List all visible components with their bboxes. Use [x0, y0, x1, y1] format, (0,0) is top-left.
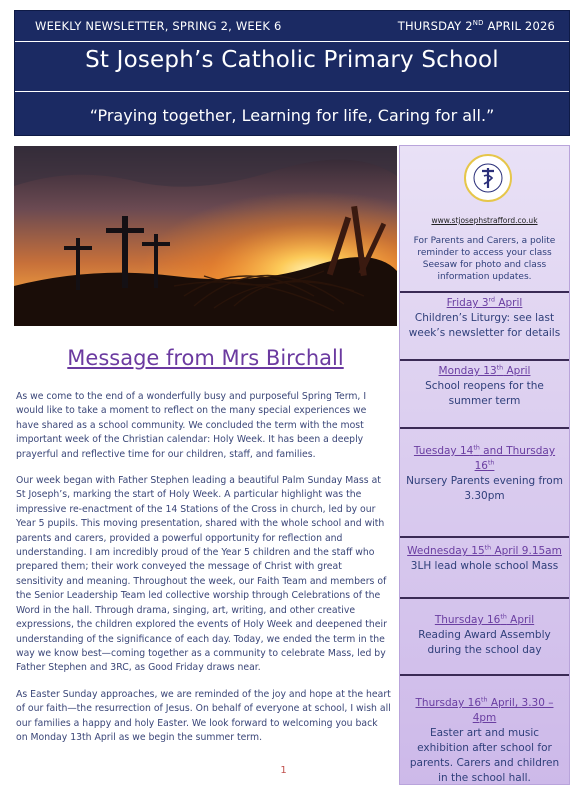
header-divider-2 [15, 91, 569, 92]
event-description: Easter art and music exhibition after school for parents. Carers and children in the school hall. [409, 727, 560, 784]
events-sidebar [399, 145, 570, 785]
school-crest-icon [464, 154, 512, 202]
event-date: Wednesday 15th April 9.15am [407, 544, 562, 557]
easter-crosses-photo [14, 146, 397, 326]
event-description: Nursery Parents evening from 3.30pm [406, 475, 563, 502]
parents-note: For Parents and Carers, a polite reminder to access your class Seesaw for photo and class information updates. [413, 236, 556, 282]
event-date: Monday 13th April [438, 364, 531, 377]
message-paragraph: Our week began with Father Stephen leading a beautiful Palm Sunday Mass at St Joseph’s, marking the start of Holy Week. A particular highlight was the impressive re-enactment of the 14 Stations of the Cross in church, led by our Year 5 pupils. This moving presentation, shared with the whole school and with parents and carers, provided a powerful opportunity for reflection and understanding. I am incredibly proud of the Year 5 children and the staff who prepared them; their work conveyed the message of Christ with great sensitivity and meaning. Throughout the week, our Faith Team and members of the Senior Leadership Team led collective worship through Celebrations of the Word in the hall. Through drama, singing, art, writing, and other creative expressions, the children explored the events of Holy Week and deepened their understanding of the significance of each day. Today, we ended the term in the way we know best—coming together as a community to celebrate Mass, led by Father Stephen and 3RC, as Good Friday draws near. [16, 475, 387, 674]
newsletter-label: WEEKLY NEWSLETTER, SPRING 2, WEEK 6 [35, 19, 282, 33]
message-paragraph: As Easter Sunday approaches, we are reminded of the joy and hope at the heart of our faith—the resurrection of Jesus. On behalf of everyone at school, I wish all our families a happy and holy Easter. We look forward to welcoming you back on Monday 13th April as we begin the summer term. [16, 688, 391, 743]
event-divider [400, 291, 569, 293]
header-top-row [35, 19, 555, 33]
message-paragraph: As we come to the end of a wonderfully busy and purposeful Spring Term, I would like to take a moment to reflect on the many special experiences we have shared as a school community. We concluded the term with the most important week of the Christian calendar: Holy Week. It has been a deeply prayerful and reflective time for our children, staff, and families. [16, 391, 367, 460]
page-number: 1 [280, 765, 287, 776]
event-item [406, 364, 563, 409]
event-description: 3LH lead whole school Mass [410, 560, 559, 572]
sunset-crosses-image [14, 146, 397, 326]
newsletter-header [14, 10, 570, 136]
event-description: School reopens for the summer term [425, 380, 544, 407]
newsletter-date: THURSDAY 2ND APRIL 2026 [397, 19, 555, 33]
event-description: Children’s Liturgy: see last week’s newsletter for details [408, 312, 561, 339]
event-date: Friday 3rd April [446, 296, 523, 309]
school-motto: “Praying together, Learning for life, Caring for all.” [89, 106, 495, 125]
message-body [16, 390, 392, 757]
event-divider [400, 674, 569, 676]
event-description: Reading Award Assembly during the school day [418, 629, 551, 656]
event-date: Thursday 16th April, 3.30 – 4pm [415, 696, 554, 724]
event-item [406, 613, 563, 658]
event-divider [400, 597, 569, 599]
school-name: St Joseph’s Catholic Primary School [85, 47, 499, 73]
school-logo [464, 154, 512, 202]
event-date: Thursday 16th April [434, 613, 535, 626]
message-title: Message from Mrs Birchall [67, 346, 344, 370]
event-divider [400, 427, 569, 429]
event-item [406, 544, 563, 574]
header-divider [15, 41, 569, 42]
school-website: www.stjosephstrafford.co.uk [431, 216, 538, 225]
event-item [406, 444, 563, 504]
event-divider [400, 359, 569, 361]
event-item [406, 296, 563, 341]
event-date: Tuesday 14th and Thursday 16th [413, 444, 556, 472]
event-divider [400, 536, 569, 538]
